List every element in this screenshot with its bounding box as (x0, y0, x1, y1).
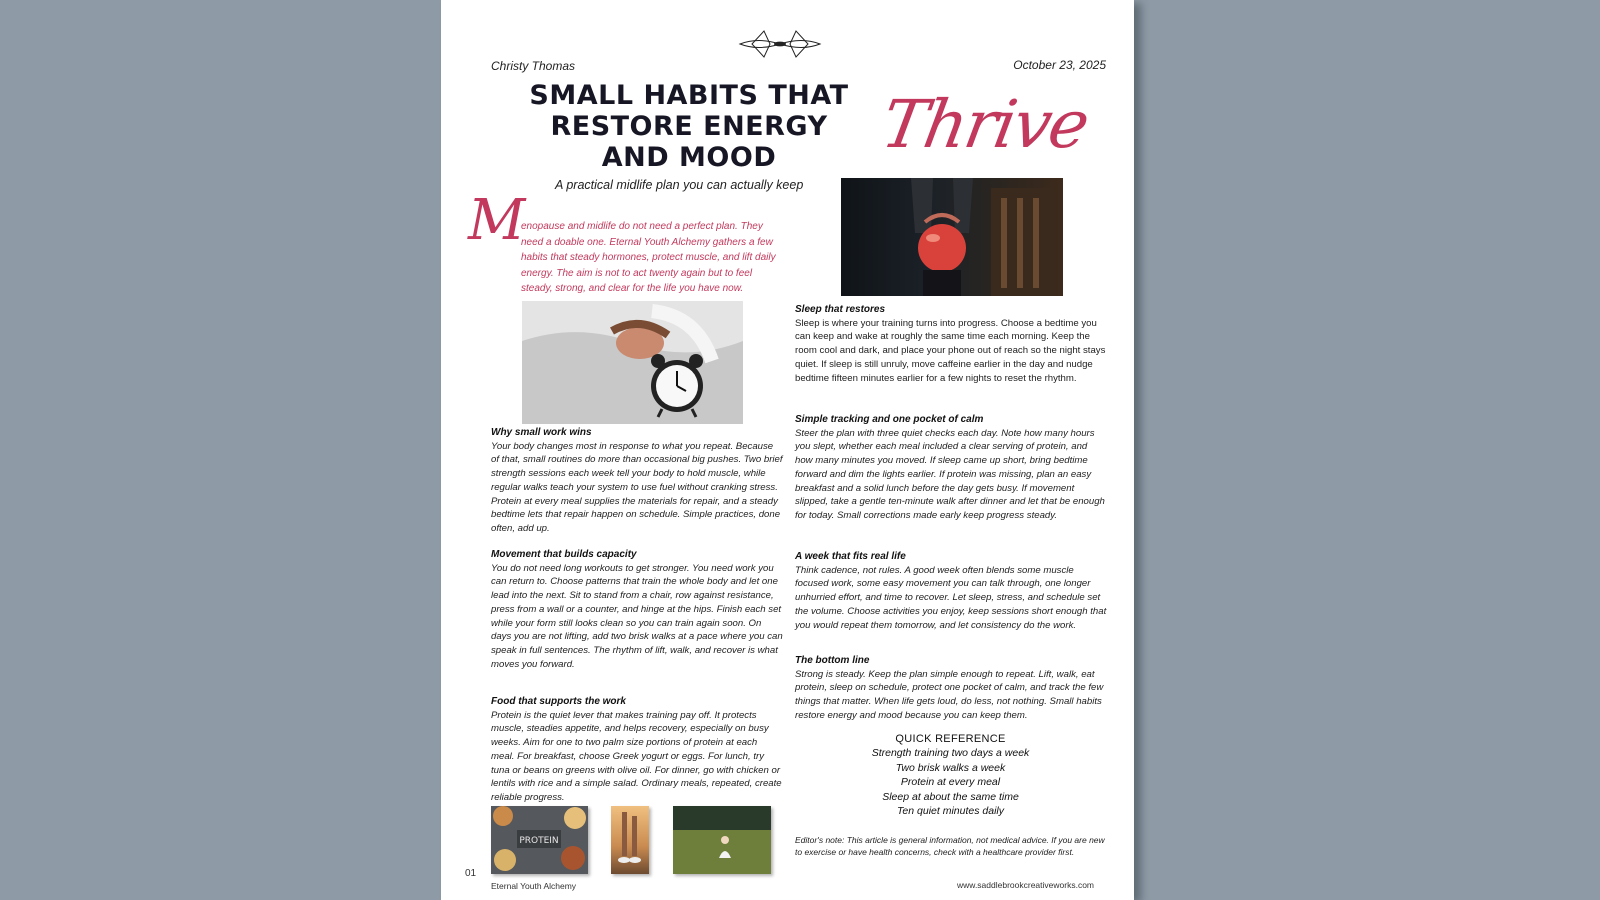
section-body: Think cadence, not rules. A good week often blends some muscle focused work, some easy movement you can talk through, one longer unhurried effort, and time to recover. Let sleep, stress, and schedule set the volume. Choose activities you enjoy, keep sessions short enough that you would repeat them tomorrow, and let consistency do the work. (795, 564, 1107, 631)
section-heading: The bottom line (795, 655, 870, 666)
title-line: SMALL HABITS THAT (529, 80, 849, 111)
intro-dropcap: M (468, 188, 526, 253)
kettlebell-illustration-icon (841, 178, 1063, 296)
section-sleep (795, 303, 1107, 385)
website-url[interactable]: www.saddlebrookcreativeworks.com (957, 880, 1094, 890)
section-body: Your body changes most in response to what you repeat. Because of that, small routines do more than occasional big pushes. Two brief strength sessions each week tell your body to hold muscle, while regular walks teach your system to use fuel without cranking stress. Protein at every meal supplies the materials for repair, and a steady bedtime lets that repair happen on schedule. Simple practices, done often, add up. (491, 440, 783, 534)
quick-reference-item: Two brisk walks a week (895, 761, 1006, 774)
section-heading: A week that fits real life (795, 551, 906, 562)
title-line: RESTORE ENERGY (550, 111, 828, 142)
script-word-thrive: Thrive (876, 86, 1094, 163)
quick-reference-item: Ten quiet minutes daily (896, 805, 1004, 818)
section-week (795, 550, 1107, 632)
section-food (491, 695, 783, 805)
section-tracking (795, 413, 1107, 523)
editor-note: Editor's note: This article is general information, not medical advice. If you are new to exercise or have health concerns, check with a healthcare provider first. (795, 835, 1105, 857)
section-body: Strong is steady. Keep the plan simple enough to repeat. Lift, walk, eat protein, sleep on schedule, protect one pocket of calm, and track the few things that matter. When life gets loud, do less, not nothing. Small habits restore energy and mood because you can keep them. (795, 668, 1104, 721)
walking-illustration-icon (611, 806, 649, 874)
protein-foods-photo (491, 806, 588, 874)
section-heading: Movement that builds capacity (491, 549, 637, 560)
section-heading: Simple tracking and one pocket of calm (795, 414, 984, 425)
quick-reference-heading: QUICK REFERENCE (895, 733, 1006, 745)
author-name: Christy Thomas (491, 59, 576, 73)
section-heading: Why small work wins (491, 427, 592, 438)
brand-name: Eternal Youth Alchemy (491, 881, 577, 891)
quick-reference-item: Strength training two days a week (871, 747, 1030, 760)
section-bottom-line (795, 654, 1107, 723)
page-number: 01 (465, 868, 477, 879)
woman-sleeping-alarm-clock-photo (522, 301, 743, 424)
intro-paragraph: enopause and midlife do not need a perfect plan. They need a doable one. Eternal Youth Alchemy gathers a few habits that steady hormones, protect muscle, and lift daily energy. The aim is not to act twenty again but to feel steady, strong, and clear for the life you have now. (521, 221, 776, 294)
section-body: Protein is the quiet lever that makes training pay off. It protects muscle, steadies appetite, and helps recovery, especially on busy weeks. Aim for one to two palm size portions of protein at each meal. For breakfast, choose Greek yogurt or eggs. For lunch, try tuna or beans on greens with olive oil. For dinner, go with chicken or lentils with rice and a simple salad. Ordinary meals, repeated, create reliable progress. (491, 709, 782, 803)
article-subtitle: A practical midlife plan you can actually keep (555, 178, 804, 192)
kettlebell-photo (841, 178, 1063, 296)
quick-reference-box (795, 732, 1106, 818)
walking-feet-photo (611, 806, 649, 874)
meditation-illustration-icon (673, 806, 771, 874)
title-line: AND MOOD (601, 142, 777, 173)
ornament-divider-icon (738, 27, 822, 61)
quick-reference-item: Protein at every meal (900, 776, 1001, 789)
article-title (503, 80, 875, 173)
sleep-illustration-icon (522, 301, 743, 424)
section-heading: Sleep that restores (795, 304, 886, 315)
section-body: Steer the plan with three quiet checks each day. Note how many hours you slept, whether each meal included a clear serving of protein, and how many minutes you moved. If sleep came up short, bring bedtime forward and dim the lights earlier. If protein was missing, plan an easy breakfast and a solid lunch before the day gets busy. If movement slipped, take a gentle ten-minute walk after dinner and let that be enough for today. Small corrections made early keep progress steady. (795, 427, 1105, 521)
magazine-page (441, 0, 1134, 900)
section-body: Sleep is where your training turns into progress. Choose a bedtime you can keep and wake at roughly the same time each morning. Keep the room cool and dark, and place your phone out of reach so the night stays quiet. If sleep is still unruly, move caffeine earlier in the day and nudge bedtime fifteen minutes earlier for a few nights to reset the rhythm. (795, 317, 1106, 384)
section-why-small-work-wins (491, 426, 783, 536)
section-heading: Food that supports the work (491, 696, 626, 707)
section-body: You do not need long workouts to get stronger. You need work you can return to. Choose patterns that train the whole body and let one lead into the next. Sit to stand from a chair, row against resistance, press from a wall or a counter, and hinge at the hips. Finish each set while your form still looks clean so you can train again soon. On days you are not lifting, add two brisk walks at a pace where you can speak in full sentences. The rhythm of lift, walk, and recover is what moves you forward. (491, 562, 783, 670)
quick-reference-item: Sleep at about the same time (882, 790, 1019, 803)
protein-foods-illustration-icon (491, 806, 588, 874)
protein-label: PROTEIN (519, 836, 559, 846)
section-movement (491, 548, 783, 671)
meditating-field-photo (673, 806, 771, 874)
publish-date: October 23, 2025 (1013, 58, 1106, 72)
